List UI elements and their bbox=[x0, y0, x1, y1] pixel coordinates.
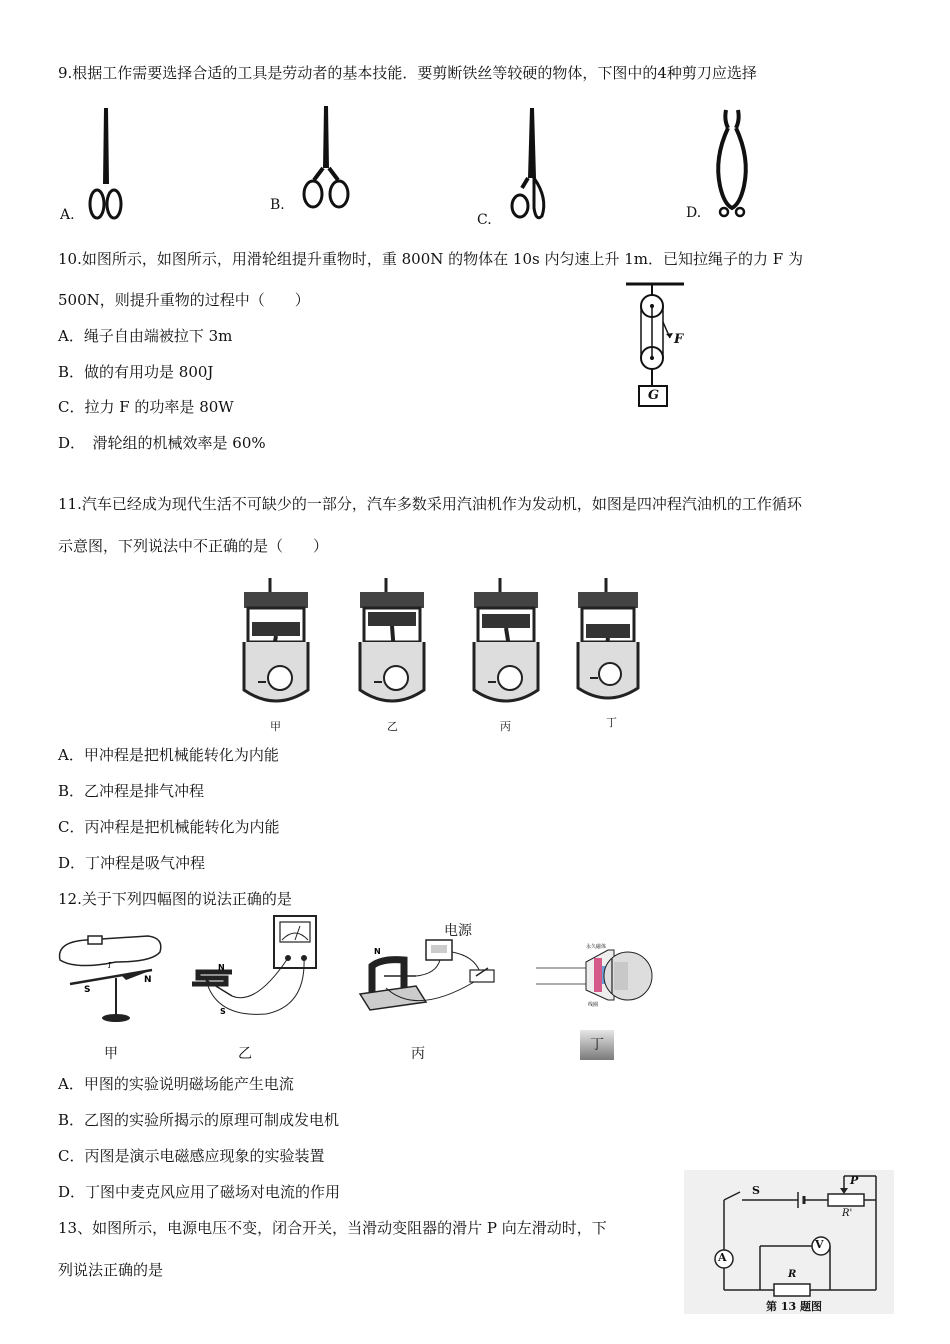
motor-experiment-figure bbox=[356, 936, 502, 1016]
circuit-rheostat-label: R' bbox=[842, 1208, 853, 1219]
scissors-a-icon bbox=[86, 106, 126, 222]
svg-text:永久磁体: 永久磁体 bbox=[586, 944, 607, 950]
circuit-figure bbox=[684, 1170, 894, 1314]
pincers-d-icon bbox=[712, 108, 752, 218]
pulley-force-label: F bbox=[674, 332, 684, 347]
circuit-slider-label: P bbox=[850, 1174, 859, 1187]
q10-option-d[interactable]: D． 滑轮组的机械效率是 60% bbox=[58, 434, 266, 452]
ammeter-icon: A bbox=[718, 1251, 727, 1264]
svg-text:N: N bbox=[218, 963, 225, 972]
q10-option-a[interactable]: A．绳子自由端被拉下 3m bbox=[58, 327, 233, 345]
figure-label-jia: 甲 bbox=[104, 1046, 118, 1062]
pulley-weight-label: G bbox=[648, 388, 660, 403]
svg-text:线圈: 线圈 bbox=[588, 1002, 599, 1008]
q10-option-c[interactable]: C．拉力 F 的功率是 80W bbox=[58, 398, 234, 416]
q11-option-a[interactable]: A．甲冲程是把机械能转化为内能 bbox=[58, 746, 279, 764]
q9-stem: 9.根据工作需要选择合适的工具是劳动者的基本技能．要剪断铁丝等较硬的物体，下图中的4种剪刀应选择 bbox=[58, 64, 757, 82]
engine-jia-figure bbox=[240, 578, 312, 706]
circuit-caption: 第 13 题图 bbox=[766, 1300, 822, 1313]
engine-label-jia: 甲 bbox=[270, 720, 281, 733]
q9-option-a[interactable]: A. bbox=[60, 207, 75, 223]
q12-option-d[interactable]: D．丁图中麦克风应用了磁场对电流的作用 bbox=[58, 1183, 341, 1201]
q10-stem-line1: 10.如图所示，如图所示，用滑轮组提升重物时，重 800N 的物体在 10s 内匀速上升 1m．已知拉绳子的力 F 为 bbox=[58, 250, 803, 268]
engine-label-ding: 丁 bbox=[606, 716, 617, 729]
q11-option-d[interactable]: D．丁冲程是吸气冲程 bbox=[58, 854, 206, 872]
engine-label-yi: 乙 bbox=[387, 720, 398, 733]
circuit-resistor-label: R bbox=[788, 1269, 797, 1280]
q9-option-c[interactable]: C. bbox=[477, 212, 492, 228]
engine-label-bing: 丙 bbox=[500, 720, 511, 733]
q11-option-c[interactable]: C．丙冲程是把机械能转化为内能 bbox=[58, 818, 280, 836]
q9-option-b[interactable]: B. bbox=[270, 197, 285, 213]
svg-text:N: N bbox=[144, 975, 152, 985]
figure-label-bing: 丙 bbox=[411, 1046, 425, 1062]
engine-ding-figure bbox=[576, 578, 640, 706]
figure-label-ding: 丁 bbox=[580, 1030, 614, 1060]
generator-experiment-figure bbox=[186, 914, 324, 1024]
q11-stem-line2: 示意图，下列说法中不正确的是（ ） bbox=[58, 537, 329, 555]
svg-text:S: S bbox=[220, 1007, 226, 1016]
scissors-b-icon bbox=[302, 106, 350, 212]
oersted-experiment-figure bbox=[56, 932, 168, 1024]
q13-stem-line2: 列说法正确的是 bbox=[58, 1261, 164, 1279]
svg-text:I: I bbox=[108, 961, 112, 970]
q11-option-b[interactable]: B．乙冲程是排气冲程 bbox=[58, 782, 205, 800]
q11-stem-line1: 11.汽车已经成为现代生活不可缺少的一部分，汽车多数采用汽油机作为发动机，如图是四冲程汽油机的工作循环 bbox=[58, 495, 802, 513]
q10-option-b[interactable]: B．做的有用功是 800J bbox=[58, 363, 214, 381]
engine-bing-figure bbox=[470, 578, 542, 706]
scissors-c-icon bbox=[508, 108, 550, 224]
svg-text:S: S bbox=[84, 985, 91, 995]
microphone-structure-figure bbox=[536, 940, 654, 1010]
engine-yi-figure bbox=[356, 578, 428, 706]
q9-option-d[interactable]: D. bbox=[686, 205, 702, 221]
circuit-switch-label: S bbox=[752, 1184, 760, 1197]
voltmeter-icon: V bbox=[815, 1238, 824, 1251]
svg-text:N: N bbox=[374, 947, 381, 956]
q10-stem-line2: 500N，则提升重物的过程中（ ） bbox=[58, 291, 310, 309]
q13-stem-line1: 13、如图所示，电源电压不变，闭合开关，当滑动变阻器的滑片 P 向左滑动时，下 bbox=[58, 1219, 607, 1237]
q12-option-b[interactable]: B．乙图的实验所揭示的原理可制成发电机 bbox=[58, 1111, 340, 1129]
figure-label-yi: 乙 bbox=[238, 1046, 252, 1062]
q12-option-a[interactable]: A．甲图的实验说明磁场能产生电流 bbox=[58, 1075, 294, 1093]
q12-option-c[interactable]: C．丙图是演示电磁感应现象的实验装置 bbox=[58, 1147, 325, 1165]
power-supply-label: 电源 bbox=[444, 923, 472, 939]
q12-stem: 12.关于下列四幅图的说法正确的是 bbox=[58, 890, 292, 908]
